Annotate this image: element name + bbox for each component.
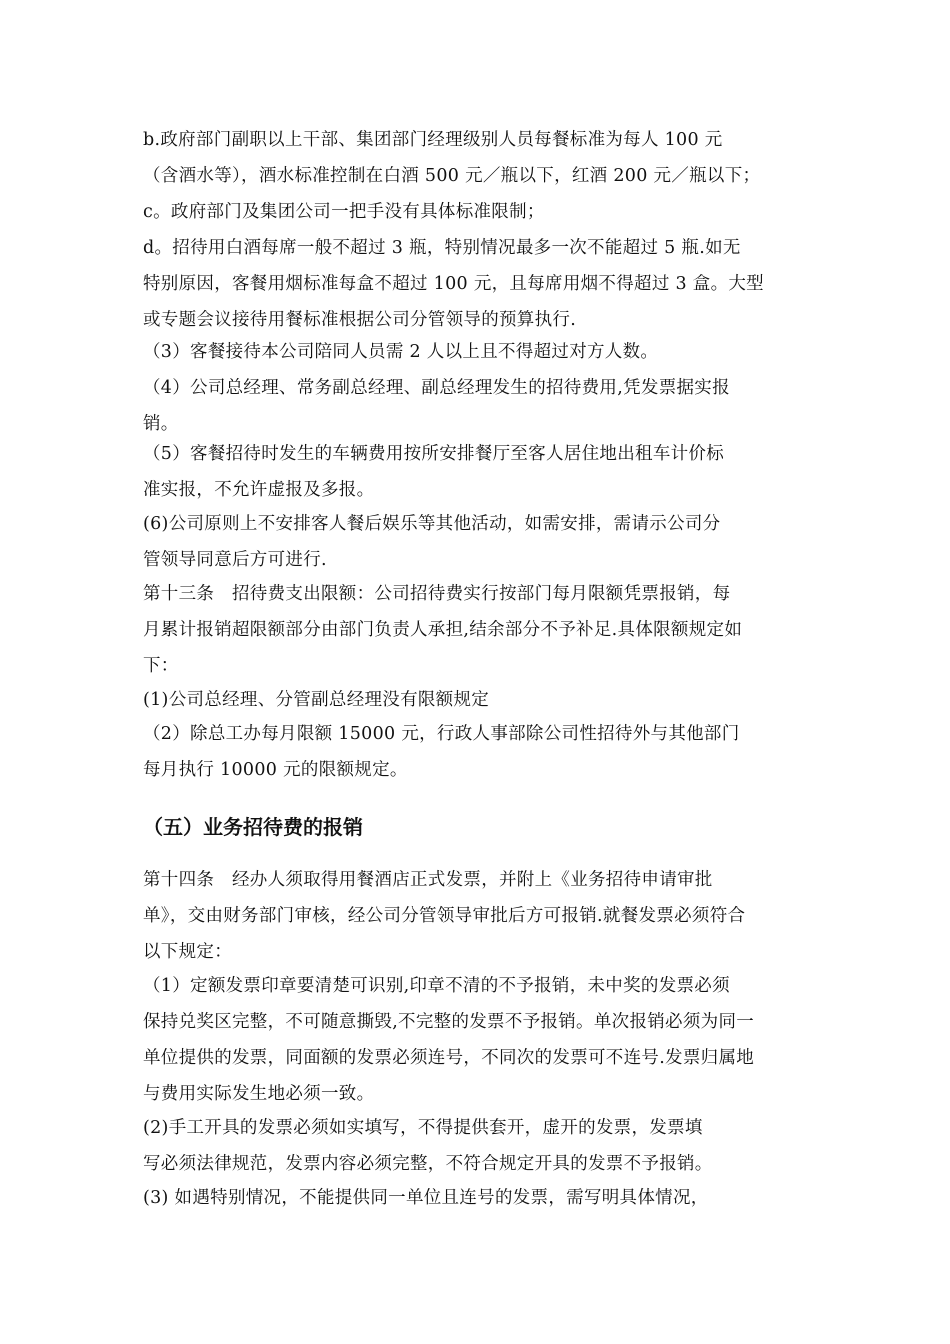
- text-line: （4）公司总经理、常务副总经理、副总经理发生的招待费用,凭发票据实报: [143, 378, 730, 398]
- text-line: （2）除总工办每月限额 15000 元，行政人事部除公司性招待外与其他部门: [143, 724, 740, 744]
- text-line: 准实报，不允许虚报及多报。: [143, 480, 375, 500]
- text-line: (2)手工开具的发票必须如实填写，不得提供套开，虚开的发票，发票填: [143, 1118, 703, 1138]
- text-line: (3) 如遇特别情况，不能提供同一单位且连号的发票，需写明具体情况，: [143, 1188, 709, 1208]
- text-line: （1）定额发票印章要清楚可识别,印章不清的不予报销，未中奖的发票必须: [143, 976, 730, 996]
- text-line: （含酒水等），酒水标准控制在白酒 500 元／瓶以下，红酒 200 元／瓶以下；: [143, 166, 761, 186]
- paragraph-item-6: [143, 506, 807, 578]
- text-line: 管领导同意后方可进行.: [143, 550, 327, 570]
- text-line: 保持兑奖区完整，不可随意撕毁,不完整的发票不予报销。单次报销必须为同一: [143, 1012, 755, 1032]
- text-line: 写必须法律规范，发票内容必须完整，不符合规定开具的发票不予报销。: [143, 1154, 713, 1174]
- text-line: 第十三条 招待费支出限额：公司招待费实行按部门每月限额凭票报销，每: [143, 584, 731, 604]
- paragraph-item-5: [143, 436, 807, 508]
- text-line: （3）客餐接待本公司陪同人员需 2 人以上且不得超过对方人数。: [143, 342, 659, 362]
- text-line: 第十四条 经办人须取得用餐酒店正式发票，并附上《业务招待申请审批: [143, 870, 713, 890]
- text-line: b.政府部门副职以上干部、集团部门经理级别人员每餐标准为每人 100 元: [143, 130, 723, 150]
- text-line: (1)公司总经理、分管副总经理没有限额规定: [143, 690, 490, 710]
- paragraph-item-3: [143, 334, 807, 370]
- paragraph-invoice-rule-3: [143, 1180, 807, 1216]
- paragraph-meal-standard-d: [143, 230, 807, 338]
- paragraph-limit-2: [143, 716, 807, 788]
- section-heading: （五）业务招待费的报销: [143, 815, 363, 839]
- text-line: (6)公司原则上不安排客人餐后娱乐等其他活动，如需安排，需请示公司分: [143, 514, 721, 534]
- paragraph-limit-1: [143, 682, 807, 718]
- text-line: 月累计报销超限额部分由部门负责人承担,结余部分不予补足.具体限额规定如: [143, 620, 743, 640]
- paragraph-meal-standard-b: [143, 122, 807, 194]
- paragraph-meal-standard-c: [143, 194, 807, 230]
- text-line: d。招待用白酒每席一般不超过 3 瓶，特别情况最多一次不能超过 5 瓶.如无: [143, 238, 741, 258]
- paragraph-invoice-rule-2: [143, 1110, 807, 1182]
- text-line: 特别原因，客餐用烟标准每盒不超过 100 元，且每席用烟不得超过 3 盒。大型: [143, 274, 764, 294]
- text-line: 或专题会议接待用餐标准根据公司分管领导的预算执行.: [143, 310, 577, 330]
- paragraph-article-14: [143, 862, 807, 970]
- text-line: 以下规定：: [143, 942, 232, 962]
- text-line: 每月执行 10000 元的限额规定。: [143, 760, 408, 780]
- text-line: 与费用实际发生地必须一致。: [143, 1084, 375, 1104]
- text-line: 单》，交由财务部门审核，经公司分管领导审批后方可报销.就餐发票必须符合: [143, 906, 746, 926]
- text-line: 下：: [143, 656, 179, 676]
- paragraph-article-13: [143, 576, 807, 684]
- text-line: 单位提供的发票，同面额的发票必须连号，不同次的发票可不连号.发票归属地: [143, 1048, 755, 1068]
- paragraph-item-4: [143, 370, 807, 442]
- text-line: c。政府部门及集团公司一把手没有具体标准限制；: [143, 202, 545, 222]
- paragraph-invoice-rule-1: [143, 968, 807, 1112]
- text-line: （5）客餐招待时发生的车辆费用按所安排餐厅至客人居住地出租车计价标: [143, 444, 725, 464]
- text-line: 销。: [143, 414, 179, 434]
